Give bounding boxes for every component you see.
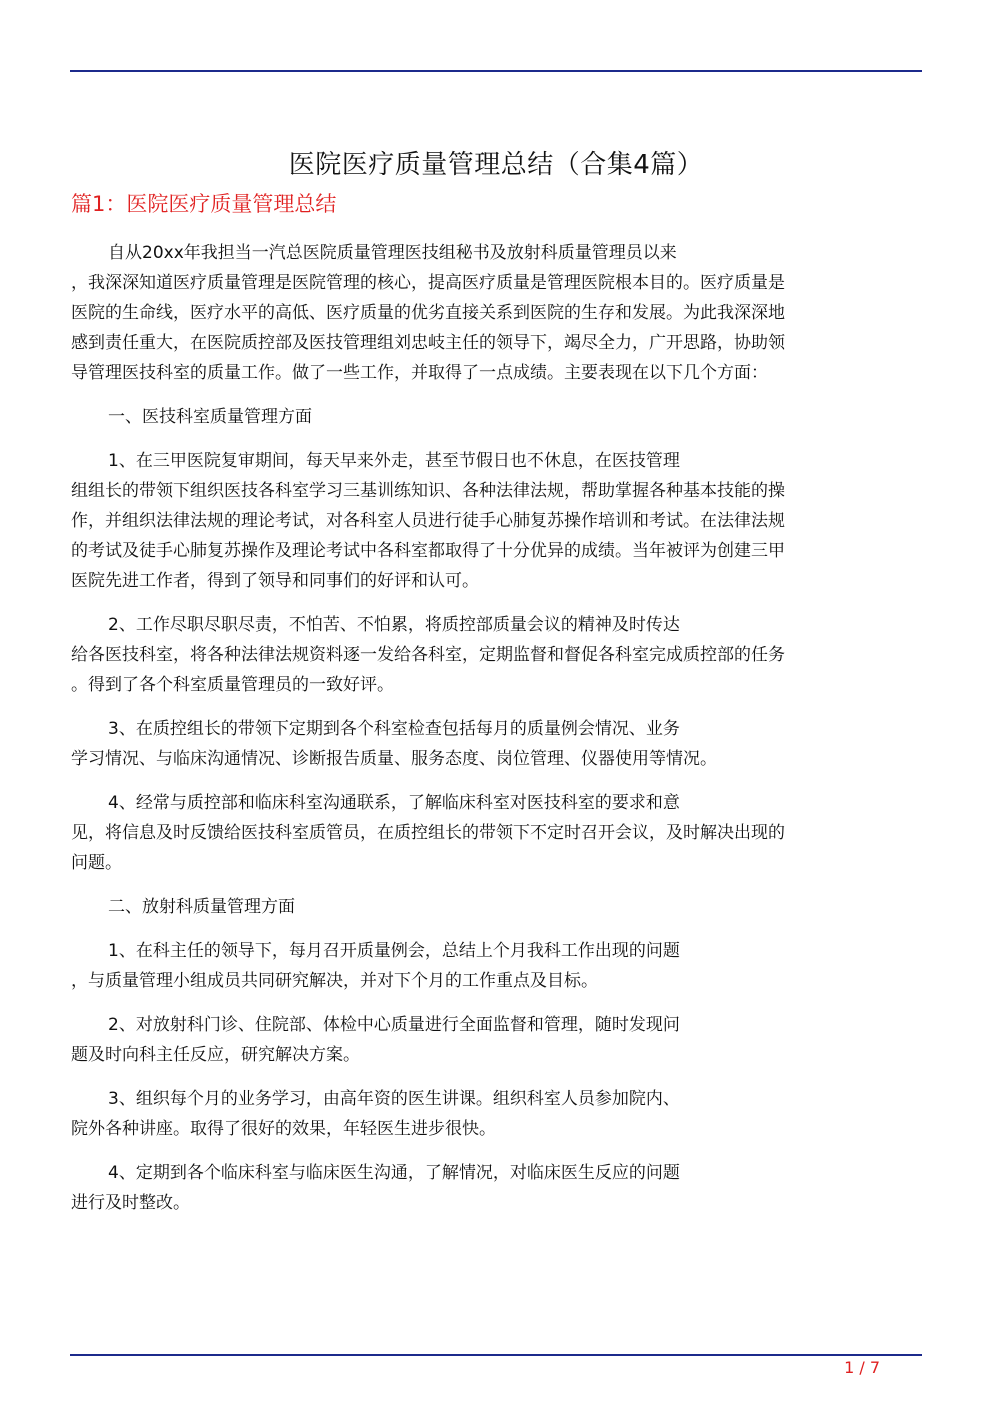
paragraph-line: 感到责任重大，在医院质控部及医技管理组刘忠岐主任的领导下，竭尽全力，广开思路，协助领 (71, 333, 785, 353)
paragraph-line: 2、工作尽职尽职尽责，不怕苦、不怕累，将质控部质量会议的精神及时传达 (108, 615, 680, 635)
paragraph-line: 见，将信息及时反馈给医技科室质管员，在质控组长的带领下不定时召开会议，及时解决出现的 (71, 823, 785, 843)
paragraph (71, 446, 913, 596)
paragraph-line: 自从20xx年我担当一汽总医院质量管理医技组秘书及放射科质量管理员以来 (108, 243, 677, 263)
paragraph-line: 作，并组织法律法规的理论考试，对各科室人员进行徒手心肺复苏操作培训和考试。在法律法规 (71, 511, 785, 531)
section-heading: 篇1：医院医疗质量管理总结 (71, 192, 337, 216)
paragraph-line: 学习情况、与临床沟通情况、诊断报告质量、服务态度、岗位管理、仪器使用等情况。 (71, 749, 717, 769)
paragraph (71, 892, 913, 922)
paragraph (71, 402, 913, 432)
paragraph (71, 936, 913, 996)
paragraph-line: 3、组织每个月的业务学习，由高年资的医生讲课。组织科室人员参加院内、 (108, 1089, 680, 1109)
paragraph-line: 。得到了各个科室质量管理员的一致好评。 (71, 675, 394, 695)
paragraph (71, 1084, 913, 1144)
paragraph (71, 238, 913, 388)
paragraph (71, 1158, 913, 1218)
paragraph-line: 1、在科主任的领导下，每月召开质量例会，总结上个月我科工作出现的问题 (108, 941, 680, 961)
paragraph-line: 问题。 (71, 853, 122, 873)
paragraph-line: 二、放射科质量管理方面 (108, 897, 295, 917)
paragraph-line: 1、在三甲医院复审期间，每天早来外走，甚至节假日也不休息，在医技管理 (108, 451, 680, 471)
paragraph-line: 题及时向科主任反应，研究解决方案。 (71, 1045, 360, 1065)
paragraph (71, 714, 913, 774)
paragraph-line: 4、经常与质控部和临床科室沟通联系，了解临床科室对医技科室的要求和意 (108, 793, 680, 813)
paragraph-line: 院外各种讲座。取得了很好的效果，年轻医生进步很快。 (71, 1119, 496, 1139)
paragraph-line: 2、对放射科门诊、住院部、体检中心质量进行全面监督和管理，随时发现问 (108, 1015, 680, 1035)
paragraph-line: 组组长的带领下组织医技各科室学习三基训练知识、各种法律法规，帮助掌握各种基本技能的操 (71, 481, 785, 501)
page-number: 1 / 7 (844, 1358, 880, 1377)
paragraph-line: ，我深深知道医疗质量管理是医院管理的核心，提高医疗质量是管理医院根本目的。医疗质量是 (71, 273, 785, 293)
paragraph-line: 给各医技科室，将各种法律法规资料逐一发给各科室，定期监督和督促各科室完成质控部的任务 (71, 645, 785, 665)
bottom-rule (70, 1354, 922, 1356)
paragraph (71, 1010, 913, 1070)
paragraph-line: 的考试及徒手心肺复苏操作及理论考试中各科室都取得了十分优异的成绩。当年被评为创建三甲 (71, 541, 785, 561)
document-body (71, 238, 913, 1232)
paragraph-line: 医院先进工作者，得到了领导和同事们的好评和认可。 (71, 571, 479, 591)
paragraph-line: 医院的生命线，医疗水平的高低、医疗质量的优劣直接关系到医院的生存和发展。为此我深深地 (71, 303, 785, 323)
paragraph-line: 一、医技科室质量管理方面 (108, 407, 312, 427)
paragraph (71, 788, 913, 878)
paragraph-line: 4、定期到各个临床科室与临床医生沟通，了解情况，对临床医生反应的问题 (108, 1163, 680, 1183)
paragraph-line: ，与质量管理小组成员共同研究解决，并对下个月的工作重点及目标。 (71, 971, 598, 991)
paragraph-line: 导管理医技科室的质量工作。做了一些工作，并取得了一点成绩。主要表现在以下几个方面： (71, 363, 768, 383)
paragraph (71, 610, 913, 700)
paragraph-line: 3、在质控组长的带领下定期到各个科室检查包括每月的质量例会情况、业务 (108, 719, 680, 739)
paragraph-line: 进行及时整改。 (71, 1193, 190, 1213)
top-rule (70, 70, 922, 72)
document-title: 医院医疗质量管理总结（合集4篇） (288, 150, 704, 181)
